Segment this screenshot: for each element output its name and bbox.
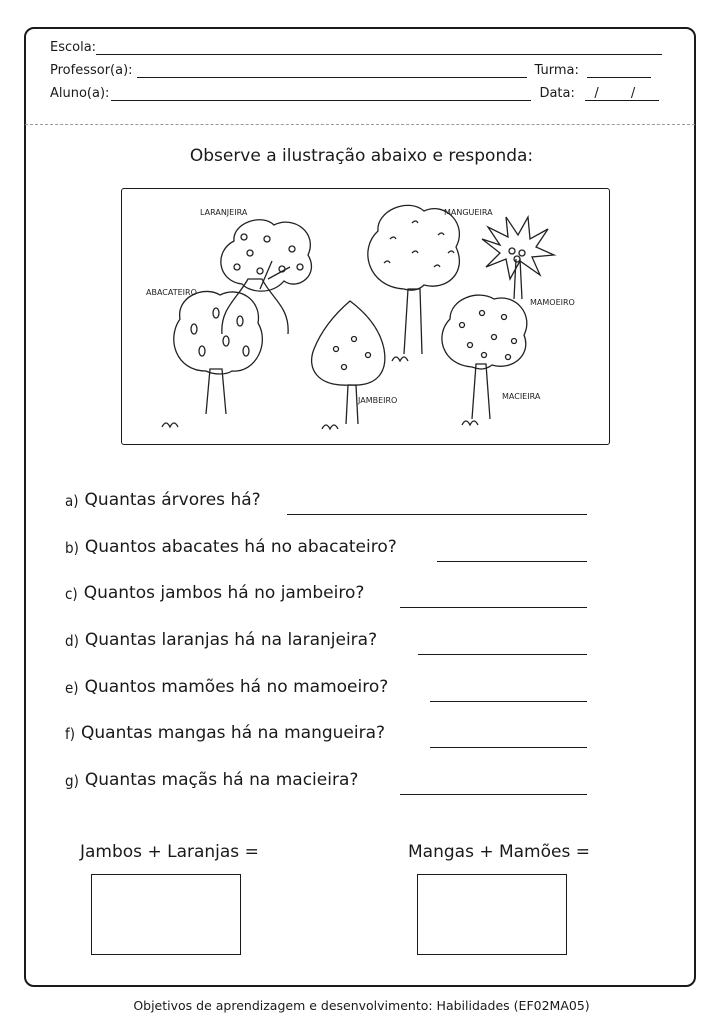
question-letter: a)	[65, 492, 79, 510]
student-row	[50, 86, 659, 101]
question-a	[65, 490, 261, 510]
answer-line-e[interactable]	[430, 683, 587, 702]
answer-line-f[interactable]	[430, 729, 587, 748]
question-f	[65, 723, 385, 743]
answer-line-b[interactable]	[437, 543, 587, 562]
question-letter: d)	[65, 632, 79, 650]
school-field[interactable]	[96, 42, 662, 55]
answer-line-a[interactable]	[287, 496, 587, 515]
answer-line-g[interactable]	[400, 776, 587, 795]
answer-line-d[interactable]	[418, 636, 587, 655]
student-field[interactable]	[111, 88, 531, 101]
answer-box-mangas-mamoes[interactable]	[417, 874, 567, 955]
question-letter: e)	[65, 679, 79, 697]
student-label: Aluno(a):	[50, 86, 110, 101]
mango-tree-icon	[368, 205, 460, 354]
jambo-tree-icon	[312, 301, 385, 424]
question-b	[65, 537, 397, 557]
date-label: Data:	[539, 86, 575, 101]
date-field[interactable]: / /	[585, 87, 659, 101]
sum-mangas-mamoes: Mangas + Mamões =	[408, 842, 590, 862]
teacher-field[interactable]	[137, 65, 527, 78]
header-separator	[25, 124, 695, 125]
question-text: Quantos jambos há no jambeiro?	[83, 583, 365, 603]
question-g	[65, 770, 358, 790]
footer-objectives: Objetivos de aprendizagem e desenvolvimento: Habilidades (EF02MA05)	[133, 998, 590, 1013]
label-macieira: MACIEIRA	[502, 392, 541, 401]
question-letter: g)	[65, 772, 79, 790]
answer-line-c[interactable]	[400, 589, 587, 608]
class-label: Turma:	[534, 63, 579, 78]
school-label: Escola:	[50, 40, 97, 55]
question-text: Quantas árvores há?	[84, 490, 261, 510]
question-text: Quantas maçãs há na macieira?	[84, 770, 359, 790]
trees-illustration	[121, 188, 610, 445]
question-text: Quantas laranjas há na laranjeira?	[84, 630, 378, 650]
question-text: Quantas mangas há na mangueira?	[81, 723, 386, 743]
label-abacateiro: ABACATEIRO	[146, 288, 197, 297]
teacher-row	[50, 63, 651, 78]
trees-drawing	[122, 189, 608, 443]
label-jambeiro: JAMBEIRO	[358, 396, 398, 405]
page-title: Observe a ilustração abaixo e responda:	[189, 146, 534, 166]
avocado-tree-icon	[174, 291, 263, 414]
sum-jambos-laranjas: Jambos + Laranjas =	[80, 842, 259, 862]
papaya-tree-icon	[482, 217, 554, 299]
question-letter: f)	[65, 725, 76, 743]
teacher-label: Professor(a):	[50, 63, 133, 78]
question-e	[65, 677, 388, 697]
school-row	[50, 40, 662, 55]
question-letter: c)	[65, 585, 78, 603]
question-c	[65, 583, 364, 603]
label-mamoeiro: MAMOEIRO	[530, 298, 575, 307]
answer-box-jambos-laranjas[interactable]	[91, 874, 241, 955]
label-mangueira: MANGUEIRA	[444, 208, 493, 217]
question-text: Quantos mamões há no mamoeiro?	[84, 677, 389, 697]
class-field[interactable]	[587, 65, 651, 78]
question-d	[65, 630, 377, 650]
question-letter: b)	[65, 539, 79, 557]
orange-tree-icon	[221, 220, 312, 334]
label-laranjeira: LARANJEIRA	[200, 208, 248, 217]
question-text: Quantos abacates há no abacateiro?	[84, 537, 397, 557]
